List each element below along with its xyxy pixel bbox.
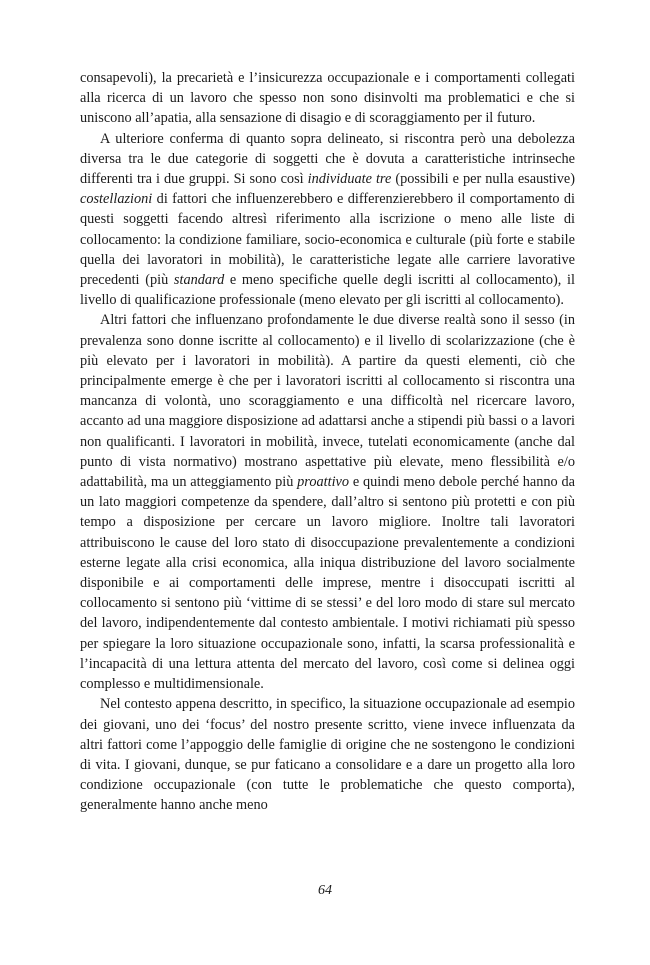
paragraph-4 [80,694,575,815]
italic-term: proattivo [297,474,350,491]
paragraph-text: e quindi meno debole perché hanno da un lato maggiori competenze da spendere, dall’altro si sentono più protetti e con più tempo a disposizione per cercare un lavoro migliore. Inoltre tali lavoratori attribuiscono le cause del loro stato di disoccupazione prevalentemente a condizioni esterne legate alla crisi economica, alla iniqua distribuzione del lavoro socialmente disponibile e ai comportamenti delle imprese, mentre i disoccupati iscritti al collocamento si sentono più ‘vittime di se stessi’ e del loro modo di stare sul mercato del lavoro, indipendentemente dal contesto ambientale. I motivi richiamati più spesso per spiegare la loro situazione occupazionale sono, infatti, la scarsa professionalità e l’incapacità di una lettura attenta del mercato del lavoro, così come si delinea oggi complesso e multidimensionale. [80,474,575,693]
paragraph-text: e meno specifiche quelle degli iscritti al collocamento), il livello di qualificazione professionale (meno elevato per gli iscritti al collocamento). [80,272,576,309]
italic-term: standard [173,272,225,289]
paragraph-text: A ulteriore conferma di quanto sopra delineato, si riscontra però una debolezza diversa tra le due categorie di soggetti che è dovuta a caratteristiche intrinseche differenti tra i due gruppi. Si sono così [80,130,575,188]
page-body [80,68,575,816]
paragraph-text: (possibili e per nulla esaustive) [391,171,575,188]
paragraph-text: Altri fattori che influenzano profondamente le due diverse realtà sono il sesso (in prevalenza sono donne iscritte al collocamento) e il livello di scolarizzazione (che è più elevato per i lavoratori in mobilità). A partire da questi elementi, ciò che principalmente emerge è che per i lavoratori iscritti al collocamento si riscontra una mancanza di volontà, uno scoraggiamento e una difficoltà nel ricercare lavoro, accanto ad una maggiore disposizione ad adattarsi anche a stipendi più bassi o a lavori non qualificanti. I lavoratori in mobilità, invece, tutelati economicamente (anche dal punto di vista normativo) mostrano aspettative più elevate, meno flessibilità e/o adattabilità, ma un atteggiamento più [80,312,575,491]
italic-term: individuate tre [307,171,392,188]
page-number: 64 [318,883,332,898]
paragraph-text: Nel contesto appena descritto, in specifico, la situazione occupazionale ad esempio dei giovani, uno dei ‘focus’ del nostro presente scritto, viene invece influenzata da altri fattori come l’appoggio delle famiglie di origine che ne sostengono le condizioni di vita. I giovani, dunque, se pur faticano a consolidare e a dare un progetto alla loro condizione occupazionale (con tutte le problematiche che questo comporta), generalmente hanno anche meno [80,696,575,814]
paragraph-text: consapevoli), la precarietà e l’insicurezza occupazionale e i comportamenti collegati alla ricerca di un lavoro che spesso non sono disinvolti ma problematici e che si uniscono all’apatia, alla sensazione di disagio e di scoraggiamento per il futuro. [80,70,575,127]
paragraph-3 [80,310,575,694]
paragraph-text: di fattori che influenzerebbero e differenzierebbero il comportamento di questi soggetti facendo altresì riferimento alla iscrizione o meno alle liste di collocamento: la condizione familiare, socio-economica e culturale (più forte e stabile quella dei lavoratori in mobilità), le caratteristiche legate alle carriere lavorative precedenti (più [80,191,575,289]
italic-term: costellazioni [80,191,153,208]
paragraph-1 [80,68,575,129]
paragraph-2 [80,129,575,311]
